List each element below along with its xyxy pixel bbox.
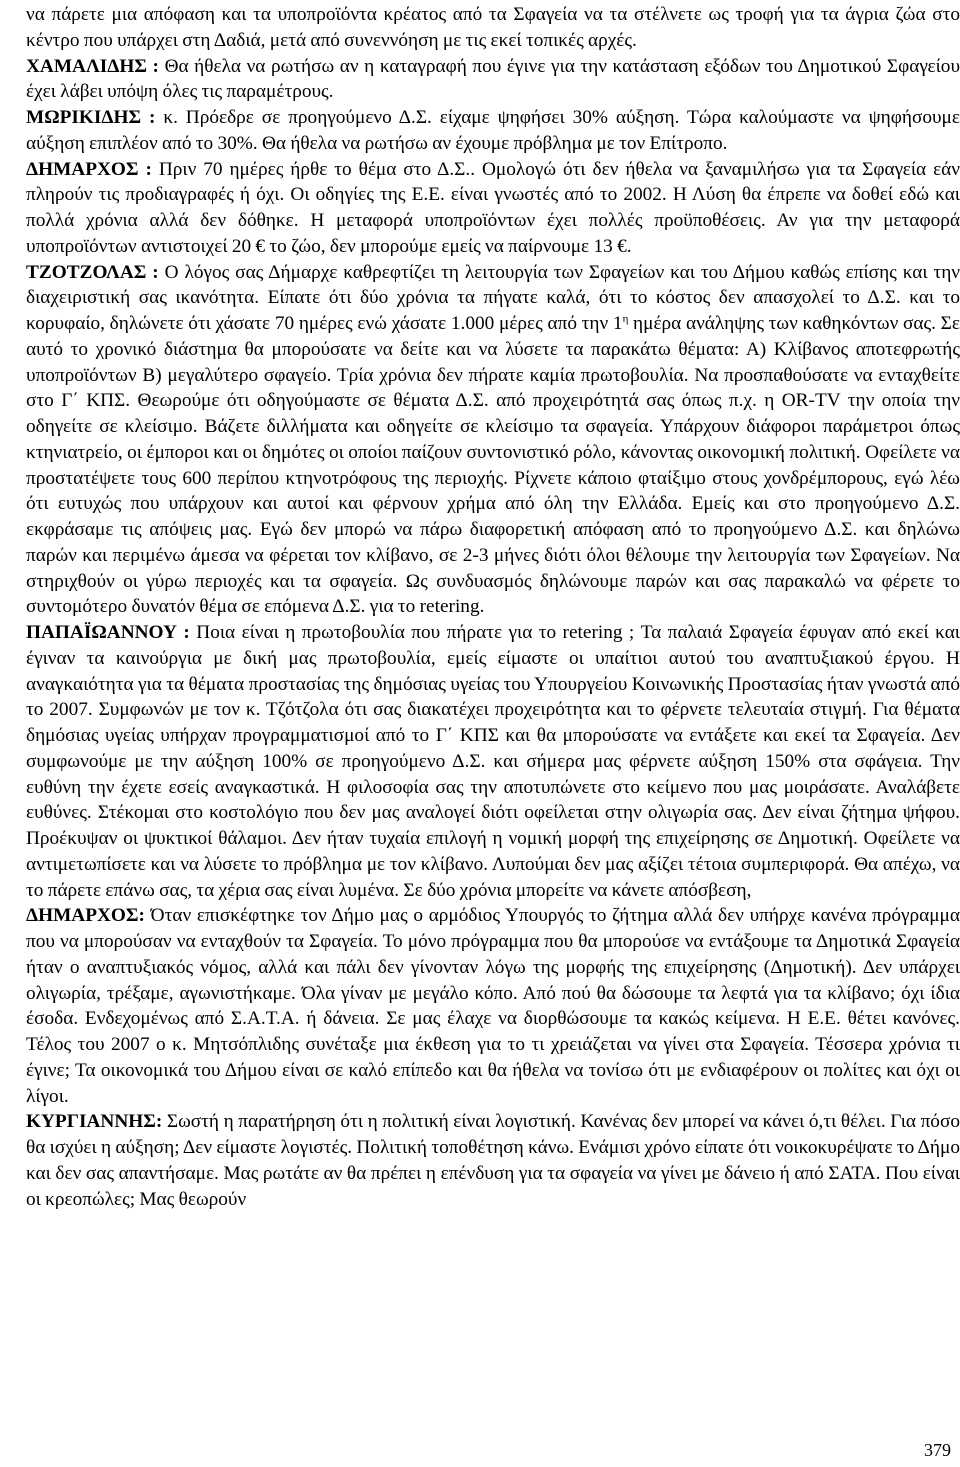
paragraph-text: να πάρετε μια απόφαση και τα υποπροϊόντα κρέατος από τα Σφαγεία να τα στέλνετε ως τροφή για τα άγρια ζώα στο κέντρο που υπάρχει στη Δαδιά, μετά από συνεννόηση με τις εκεί τοπικές αρχές.: [26, 4, 960, 51]
paragraph-morikidis: [26, 105, 960, 157]
speaker-name: ΚΥΡΓΙΑΝΝΗΣ:: [26, 1111, 163, 1133]
paragraph-kyrgiannis: [26, 1109, 960, 1212]
speaker-name: ΠΑΠΑΪΩΑΝΝΟΥ :: [26, 622, 190, 643]
speaker-name: ΧΑΜΑΛΙΔΗΣ :: [26, 55, 159, 77]
paragraph-text: κ. Πρόεδρε σε προηγούμενο Δ.Σ. είχαμε ψηφήσει 30% αύξηση. Τώρα καλούμαστε να ψηφήσουμε αύξηση επιπλέον από το 30%. Θα ήθελα να ρωτήσω αν έχουμε πρόβλημα με τον Επίτροπο.: [26, 107, 960, 154]
paragraph-text: Ποια είναι η πρωτοβουλία που πήρατε για το retering ; Τα παλαιά Σφαγεία έφυγαν από εκεί και έγιναν τα καινούργια με δική μας πρωτοβουλία, εμείς είμαστε οι υπαίτιοι αυτού του αναπτυξιακού έργου. Η αναγκαιότητα για τα θέματα προστασίας της δημόσιας υγείας του Υπουργείου Κοινωνικής Προστασίας ήταν γνωστά από το 2007. Συμφωνών με τον κ. Τζότζολα ότι σας διακατέχει προχειρότητα και το φέρνετε τελευταία στιγμή. Για θέματα δημόσιας υγείας υπήρχαν προγραμματισμοί από το Γ΄ ΚΠΣ και θα μπορούσατε να εντάξετε και εκεί τα Σφαγεία. Δεν συμφωνούμε με την αύξηση 100% σε προηγούμενο Δ.Σ. και σήμερα μας φέρνετε αύξηση 150% στα σφάγεια. Την ευθύνη την έχετε εσείς αναγκαστικά. Η φιλοσοφία σας την αποτυπώνετε στο κείμενο που μας μοιράσατε. Αναλάβετε ευθύνες. Στέκομαι στο κοστολόγιο που δεν μας αναλογεί διότι οφείλεται στην ολιγωρία σας. Δεν είναι ζήτημα ψήφου. Προέκυψαν οι ψυκτικοί θάλαμοι. Δεν ήταν τυχαία επιλογή η νομική μορφή της επιχείρησης σε Δημοτική. Οφείλετε να αντιμετωπίσετε και να λύσετε το πρόβλημα με τον κλίβανο. Λυπούμαι δεν μας αξίζει τέτοια συμπεριφορά. Θα απέχω, να το πάρετε επάνω σας, τα χέρια σας είναι λυμένα. Σε δύο χρόνια μπορείτε να κάνετε απόσβεση,: [26, 622, 960, 901]
paragraph-text: Θα ήθελα να ρωτήσω αν η καταγραφή που έγινε για την κατάσταση εξόδων του Δημοτικού Σφαγείου έχει λάβει υπόψη όλες τις παραμέτρους.: [26, 55, 960, 103]
paragraph-text-continued: ημέρα ανάληψης των καθηκόντων σας. Σε αυτό το χρονικό διάστημα θα μπορούσατε να δείτε και να λύσετε τα παρακάτω θέματα: Α) Κλίβανος αποτεφρωτής υποπροϊόντων Β) μεγαλύτερο σφαγείο. Τρία χρόνια δεν πήρατε καμία πρωτοβουλία. Να προσπαθούσατε να ενταχθείτε στο Γ΄ ΚΠΣ. Θεωρούμε ότι οδηγούμαστε σε θέματα Δ.Σ. από προχειρότητά σας όπως π.χ. η OR-TV την οποία την οδηγείτε σε κλείσιμο. Βάζετε διλλήματα και οδηγείτε σε κλείσιμο τα σφαγεία. Υπάρχουν διάφοροι παράμετροι όπως κτηνιατρείο, οι έμποροι και οι δημότες οι οποίοι παίζουν συντονιστικό ρόλο, κάνοντας οικονομική πολιτική. Οφείλετε να προστατέψετε τους 600 περίπου κτηνοτρόφους της περιοχής. Ρίχνετε κάποιο φταίξιμο στους χονδρέμπορους, εγώ λέω ότι ευτυχώς που υπάρχουν και αυτοί και φέρνουν χρήμα από όλη την Ελλάδα. Εμείς και στο προηγούμενο Δ.Σ. εκφράσαμε τις απόψεις μας. Εγώ δεν μπορώ να πάρω διαφορετική απόφαση από το προηγούμενο Δ.Σ. και δηλώνω παρών και περιμένω άμεσα να φέρεται τον κλίβανο, σε 2-3 μήνες διότι όλοι θέλουμε την λειτουργία των Σφαγείων. Να στηριχθούν οι γύρω περιοχές και τα σφαγεία. Ως συνδυασμός δηλώνουμε παρών και σας παρακαλώ να φέρετε το συντομότερο δυνατόν θέμα σε επόμενα Δ.Σ. για το retering.: [26, 313, 960, 618]
paragraph-text: Όταν επισκέφτηκε τον Δήμο μας ο αρμόδιος Υπουργός το ζήτημα αλλά δεν υπήρχε κανένα πρόγραμμα που να μπορούσαν να ενταχθούν τα Σφαγεία. Το μόνο πρόγραμμα που θα μπορούσε να εντάξουμε τα Δημοτικά Σφαγεία ήταν ο αναπτυξιακός νόμος, αλλά και πάλι δεν γίνονταν λόγω της μορφής της επιχείρησης (Δημοτική). Δεν υπάρχει ολιγωρία, τρέξαμε, αγωνιστήκαμε. Όλα γίναν με μεγάλο κόπο. Από πού θα δώσουμε τα λεφτά για τα κλίβανο; όχι ίδια έσοδα. Ενδεχομένως από Σ.Α.Τ.Α. ή δάνεια. Σε μας έλαχε να διορθώσουμε τα κακώς κείμενα. Η Ε.Ε. θέτει κανόνες. Τέλος του 2007 ο κ. Μητσόπλιδης συνέταξε μια έκθεση για το τι χρειάζεται να γίνει στα Σφαγεία. Τέσσερα χρόνια τι έγινε; Τα οικονομικά του Δήμου είναι σε καλό επίπεδο και θα ήθελα να τονίσω ότι με ενδιαφέρουν οι πολίτες και όχι οι λίγοι.: [26, 905, 960, 1107]
paragraph-dimarchos-2: [26, 903, 960, 1109]
paragraph-tzotzolas: [26, 260, 960, 621]
paragraph-text: Ο λόγος σας Δήμαρχε καθρεφτίζει τη λειτουργία των Σφαγείων και του Δήμου καθώς επίσης και την διαχειριστική σας ικανότητα. Είπατε ότι δύο χρόνια τα πήγατε καλά, ότι το κόστος δεν απασχολεί το Δ.Σ. και το κορυφαίο, δηλώνετε ότι χάσατε 70 ημέρες ενώ χάσατε 1.000 μέρες από την 1: [26, 261, 960, 334]
speaker-name: ΜΩΡΙΚΙΔΗΣ :: [26, 107, 156, 128]
paragraph-dimarchos-1: [26, 157, 960, 260]
ordinal-superscript: η: [622, 313, 629, 325]
paragraph-text: Πριν 70 ημέρες ήρθε το θέμα στο Δ.Σ.. Ομολογώ ότι δεν ήθελα να ξαναμιλήσω για τα Σφαγεία εάν πληρούν τις προδιαγραφές ή όχι. Οι οδηγίες της Ε.Ε. είναι γνωστές από το 2002. Η Λύση θα έπρεπε να δοθεί εδώ και πολλά χρόνια αλλά δεν δόθηκε. Η μεταφορά υποπροϊόντων έχει πολλές προϋποθέσεις. Αν για την μεταφορά υποπροϊόντων αντιστοιχεί 20 € το ζώο, δεν μπορούμε εμείς να παίρνουμε 13 €.: [26, 158, 960, 257]
paragraph-papaioannou: [26, 620, 960, 903]
minutes-body: [26, 2, 960, 1212]
paragraph-chamalidis: [26, 54, 960, 106]
speaker-name: ΔΗΜΑΡΧΟΣ:: [26, 905, 145, 927]
paragraph-continuation: [26, 2, 960, 54]
paragraph-text: Σωστή η παρατήρηση ότι η πολιτική είναι λογιστική. Κανένας δεν μπορεί να κάνει ό,τι θέλει. Για πόσο θα ισχύει η αύξηση; Δεν είμαστε λογιστές. Πολιτική τοποθέτηση κάνω. Ενάμισι χρόνο είπατε ότι νοικοκυρέψατε το Δήμο και δεν σας απαντήσαμε. Μας ρωτάτε αν θα πρέπει η επένδυση για τα σφαγεία να γίνει με δάνειο ή από ΣΑΤΑ. Που είναι οι κρεοπώλες; Μας θεωρούν: [26, 1111, 960, 1210]
speaker-name: ΤΖΟΤΖΟΛΑΣ :: [26, 261, 159, 283]
page-number: 379: [924, 1440, 951, 1460]
speaker-name: ΔΗΜΑΡΧΟΣ :: [26, 158, 152, 180]
